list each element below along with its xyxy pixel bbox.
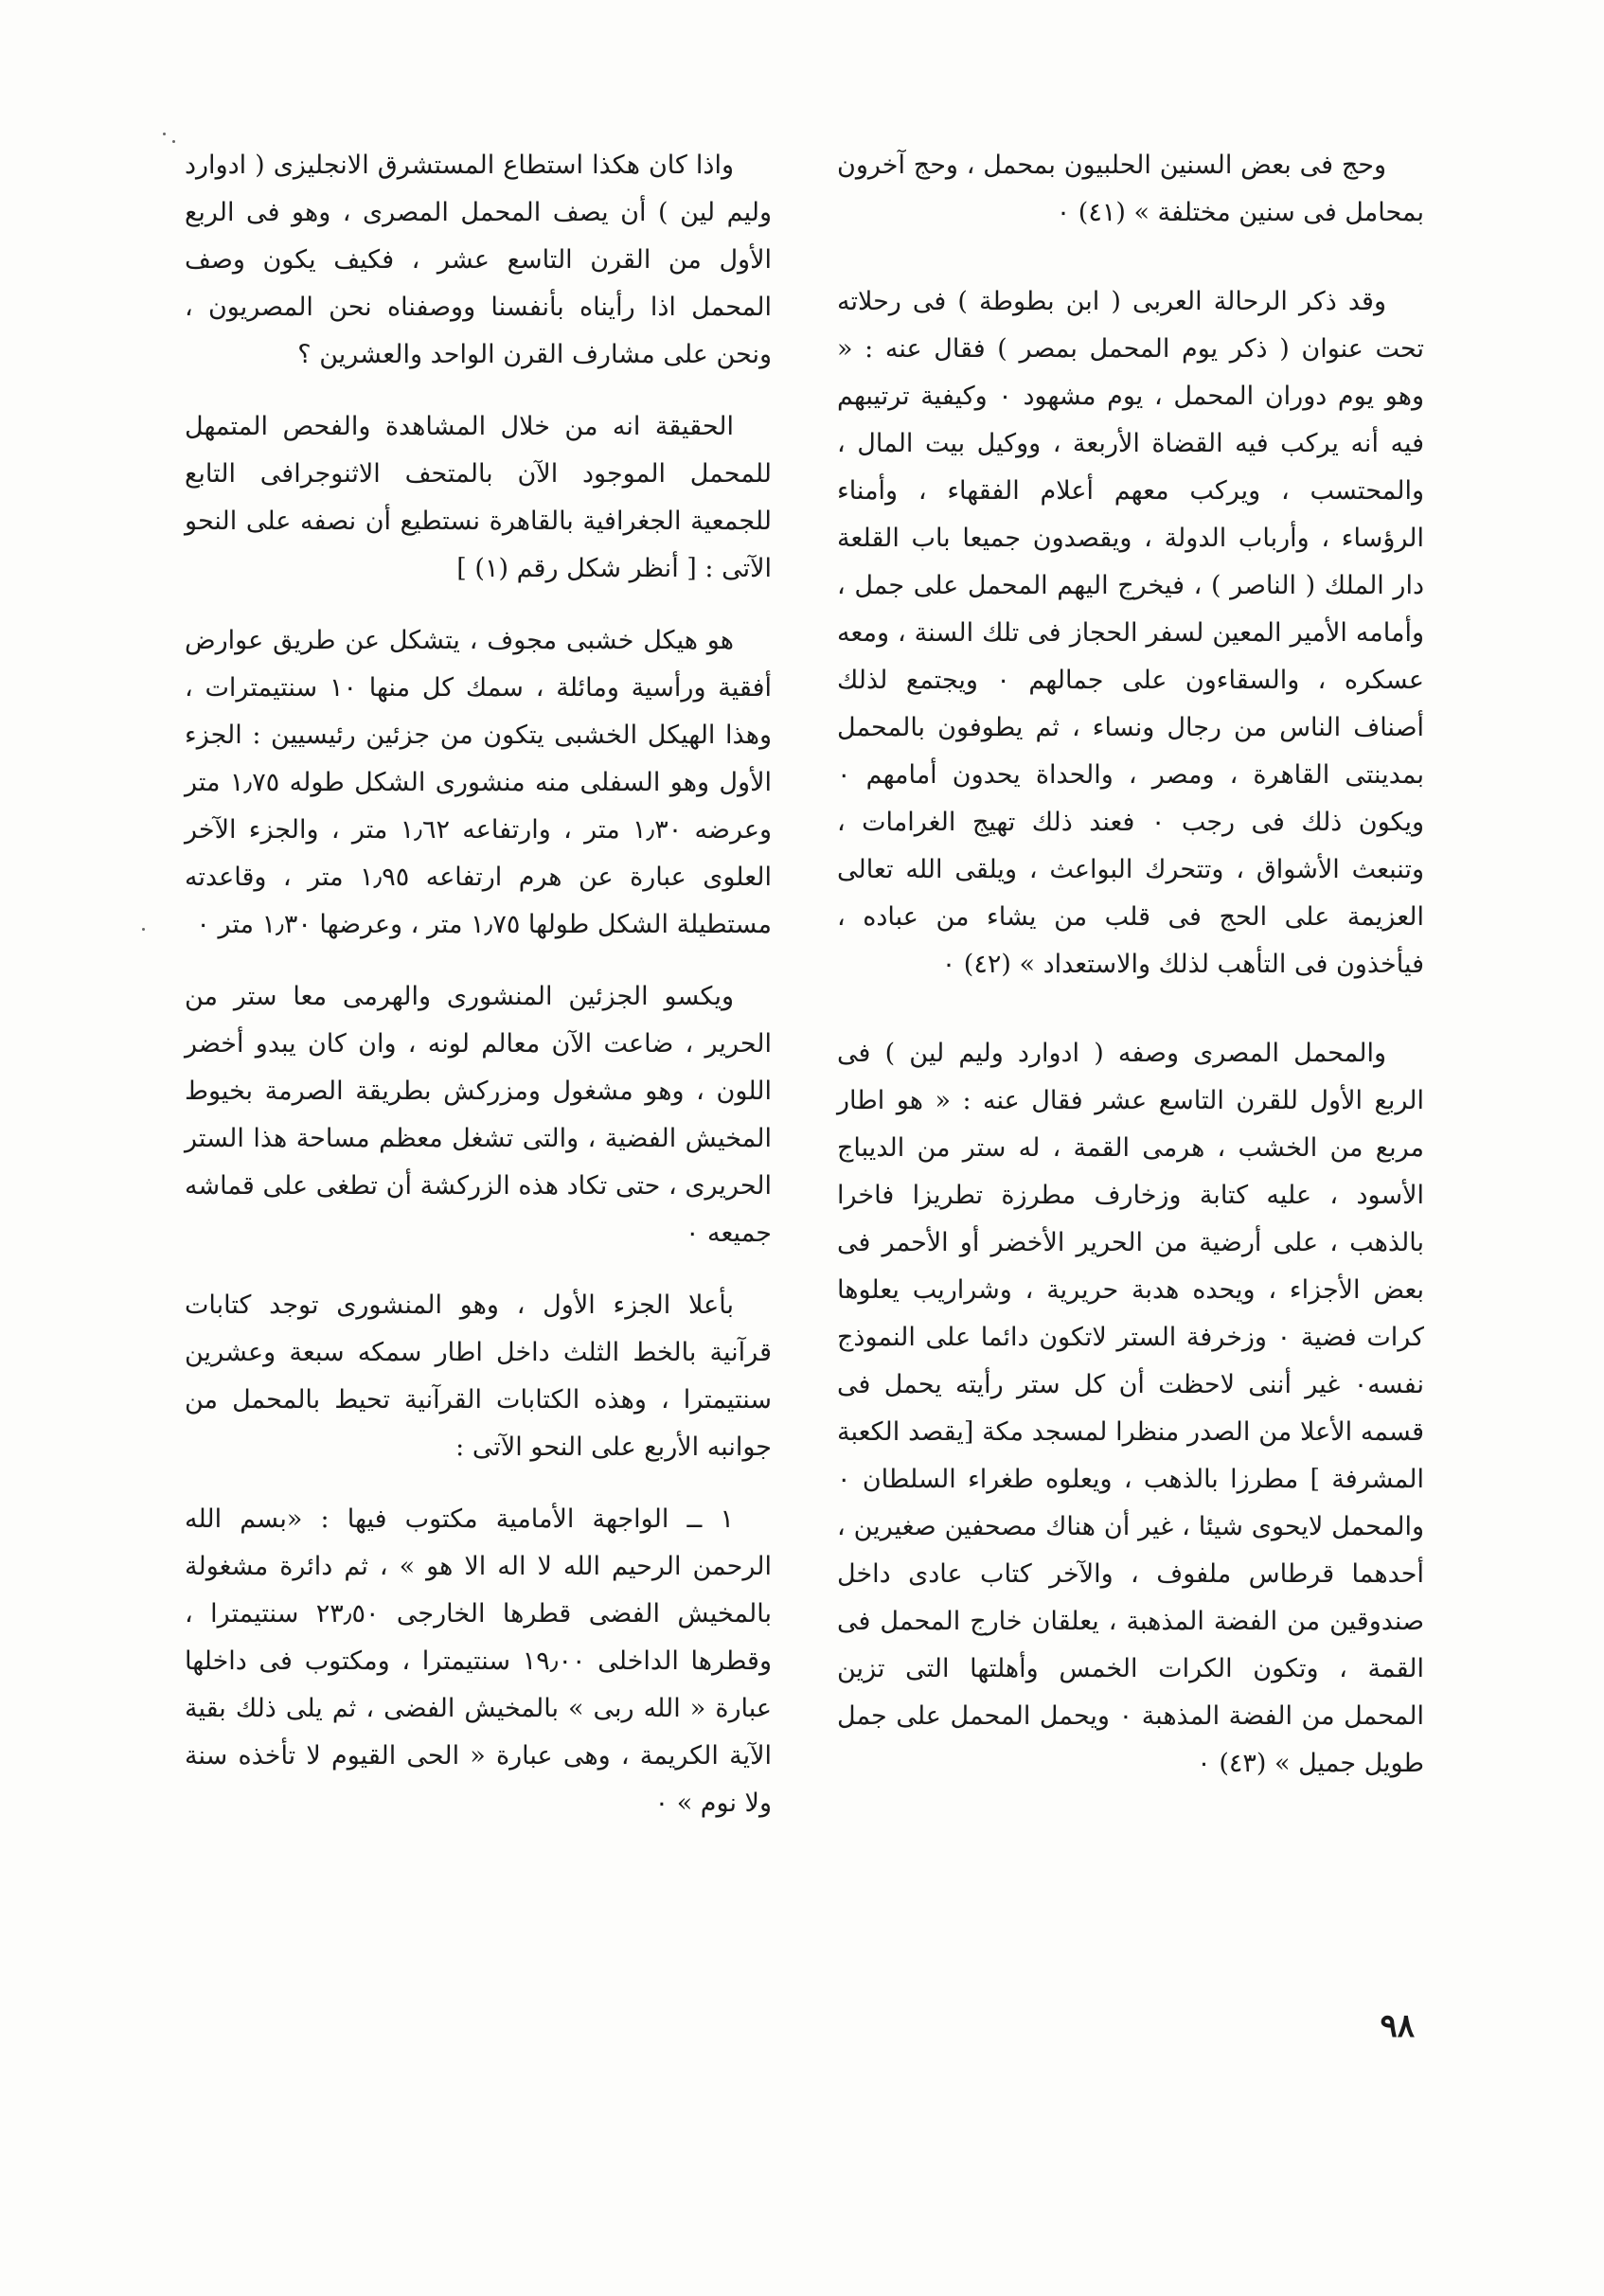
left-paragraph-1: واذا كان هكذا استطاع المستشرق الانجليزى ( ادوارد وليم لين ) أن يصف المحمل المصرى ، وهو فى الربع الأول من القرن التاسع عشر ، فكيف يكون وصف المحمل اذا رأيناه بأنفسنا ووصفناه نحن المصريون ، ونحن على مشارف القرن الواحد والعشرين ؟ [185,151,772,369]
scan-speck [172,140,175,143]
left-paragraph-2: الحقيقة انه من خلال المشاهدة والفحص المتمهل للمحمل الموجود الآن بالمتحف الاثنوجرافى التابع للجمعية الجغرافية بالقاهرة نستطيع أن نصفه على النحو الآتى : [ أنظر شكل رقم (١) ] [185,412,772,583]
scan-speck [142,928,145,931]
left-paragraph-3: هو هيكل خشبى مجوف ، يتشكل عن طريق عوارض أفقية ورأسية ومائلة ، سمك كل منها ١٠ سنتيمترات ، وهذا الهيكل الخشبى يتكون من جزئين رئيسيين : الجزء الأول وهو السفلى منه منشورى الشكل طوله ١٫٧٥ متر وعرضه ١٫٣٠ متر ، وارتفاعه ١٫٦٢ متر ، والجزء الآخر العلوى عبارة عن هرم ارتفاعه ١٫٩٥ متر ، وقاعدته مستطيلة الشكل طولها ١٫٧٥ متر ، وعرضها ١٫٣٠ متر ٠ [185,626,772,939]
right-paragraph-3: والمحمل المصرى وصفه ( ادوارد وليم لين ) فى الربع الأول للقرن التاسع عشر فقال عنه : « هو اطار مربع من الخشب ، هرمى القمة ، له ستر من الديباج الأسود ، عليه كتابة وزخارف مطرزة تطريزا فاخرا بالذهب ، على أرضية من الحرير الأخضر أو الأحمر فى بعض الأجزاء ، ويحده هدبة حريرية ، وشراريب يعلوها كرات فضية ٠ وزخرفة الستر لاتكون دائما على النموذج نفسه٠ غير أننى لاحظت أن كل ستر رأيته يحمل فى قسمه الأعلا من الصدر منظرا لمسجد مكة [يقصد الكعبة المشرفة ] مطرزا بالذهب ، ويعلوه طغراء السلطان ٠ والمحمل لايحوى شيئا ، غير أن هناك مصحفين صغيرين ، أحدهما قرطاس ملفوف ، والآخر كتاب عادى داخل صندوقين من الفضة المذهبة ، يعلقان خارج المحمل فى القمة ، وتكون الكرات الخمس وأهلتها التى تزين المحمل من الفضة المذهبة ٠ ويحمل المحمل على جمل طويل جميل » (٤٣) ٠ [837,1039,1424,1778]
left-paragraph-4: ويكسو الجزئين المنشورى والهرمى معا ستر من الحرير ، ضاعت الآن معالم لونه ، وان كان يبدو أخضر اللون ، وهو مشغول ومزركش بطريقة الصرمة بخيوط المخيش الفضية ، والتى تشغل معظم مساحة هذا الستر الحريرى ، حتى تكاد هذه الزركشة أن تطغى على قماشه جميعه ٠ [185,982,772,1248]
right-paragraph-1: وحج فى بعض السنين الحلبيون بمحمل ، وحج آخرون بمحامل فى سنين مختلفة » (٤١) ٠ [837,151,1424,227]
left-paragraph-6: ١ ــ الواجهة الأمامية مكتوب فيها : «بسم الله الرحمن الرحيم الله لا اله الا هو » ، ثم دائرة مشغولة بالمخيش الفضى قطرها الخارجى ٢٣٫٥٠ سنتيمترا ، وقطرها الداخلى ١٩٫٠٠ سنتيمترا ، ومكتوب فى داخلها عبارة « الله ربى » بالمخيش الفضى ، ثم يلى ذلك بقية الآية الكريمة ، وهى عبارة « الحى القيوم لا تأخذه سنة ولا نوم » ٠ [185,1504,773,1818]
right-column [837,142,1424,1812]
left-paragraph-5: بأعلا الجزء الأول ، وهو المنشورى توجد كتابات قرآنية بالخط الثلث داخل اطار سمكه سبعة وعشرين سنتيمترا ، وهذه الكتابات القرآنية تحيط بالمحمل من جوانبه الأربع على النحو الآتى : [185,1290,772,1462]
page-number: ٩٨ [1380,2007,1415,2045]
right-paragraph-2: وقد ذكر الرحالة العربى ( ابن بطوطة ) فى رحلاته تحت عنوان ( ذكر يوم المحمل بمصر ) فقال عنه : « وهو يوم دوران المحمل ، يوم مشهود ٠ وكيفية ترتيبهم فيه أنه يركب فيه القضاة الأربعة ، ووكيل بيت المال ، والمحتسب ، ويركب معهم أعلام الفقهاء ، وأمناء الرؤساء ، وأرباب الدولة ، ويقصدون جميعا باب القلعة دار الملك ( الناصر ) ، فيخرج اليهم المحمل على جمل ، وأمامه الأمير المعين لسفر الحجاز فى تلك السنة ، ومعه عسكره ، والسقاءون على جمالهم ٠ ويجتمع لذلك أصناف الناس من رجال ونساء ، ثم يطوفون بالمحمل بمدينتى القاهرة ، ومصر ، والحداة يحدون أمامهم ٠ ويكون ذلك فى رجب ٠ فعند ذلك تهيج الغرامات ، وتنبعث الأشواق ، وتتحرك البواعث ، ويلقى الله تعالى العزيمة على الحج فى قلب من يشاء من عباده ، فيأخذون فى التأهب لذلك والاستعداد » (٤٢) ٠ [837,287,1424,979]
scan-speck [163,133,166,135]
left-column [185,142,772,1852]
